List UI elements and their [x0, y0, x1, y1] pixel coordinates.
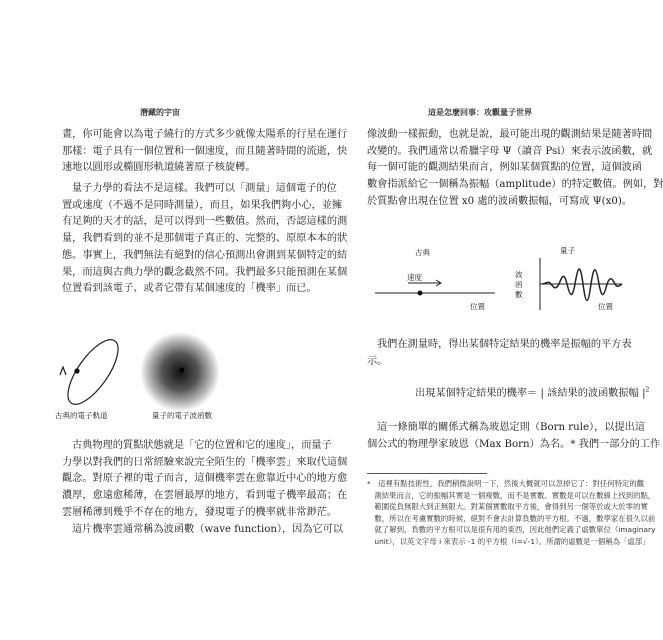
- footnote-line: * 這裡有點技術性，我們稍微說明一下，然後大概就可以忽掉它了：對任何特定的觀: [367, 479, 645, 488]
- orbit-arrow-icon: [60, 367, 66, 375]
- wavefunction-label: 波函數: [515, 270, 523, 299]
- right-running-head: 這是怎麼回事：攻觀量子世界: [428, 108, 532, 117]
- text-line: 態。事實上，我們無法有絕對的信心預測出會測到某個特定的結: [62, 249, 348, 261]
- text-line: 每一個可能的觀測結果而言，例如某個質點的位置，這個波函: [367, 162, 643, 174]
- right-paragraph-2: [367, 337, 632, 370]
- text-line: 像波動一樣振動，也就是說，最可能出現的觀測結果是隨著時間: [367, 129, 653, 140]
- quantum-wavefunction-cloud: [140, 332, 220, 412]
- left-paragraph-3: [62, 438, 348, 522]
- left-running-head: 潛藏的宇宙: [140, 108, 180, 117]
- left-paragraph-2: [62, 181, 348, 298]
- text-line: 果，而這與古典力學的觀念截然不同。我們最多只能預測在某個: [62, 266, 348, 278]
- electron-dot: [74, 368, 79, 373]
- text-line: 量子力學的看法不是這樣。我們可以「測量」這個電子的位: [72, 183, 337, 194]
- footnote-line: unit），以英文字母 i 來表示 -1 的平方根（i=√-1）。所謂的虛數是一個稱為「虛部」: [367, 536, 650, 546]
- text-line: 個公式的物理學家玻恩（Max Born）為名。* 我們一部分的工作: [367, 438, 661, 450]
- footnote-line: 就了解到，負數的平方根可以是很有用的東西，因此他們定義了虛數單位（imaginary: [367, 525, 656, 535]
- text-line: 雲層稀薄到幾乎不存在的地方，發現電子的機率就非常渺茫。: [62, 506, 338, 518]
- classical-label: 古典: [415, 248, 430, 257]
- text-line: 於質點會出現在位置 x0 處的波函數振幅，可寫成 Ψ(x0)。: [367, 195, 632, 207]
- text-line: 古典物理的質點狀態就是「它的位置和它的速度」，而量子: [72, 440, 332, 451]
- classical-orbit-diagram: [55, 330, 145, 410]
- classical-vs-quantum-diagram: [370, 250, 630, 315]
- classical-orbit-caption: 古典的電子軌道: [55, 411, 108, 420]
- text-line: 有足夠的天才的話，是可以得到一些數值。然而，否認這樣的測: [62, 216, 348, 228]
- footnote-divider: [367, 473, 487, 474]
- text-line: 量，我們看到的並不是那個電子真正的、完整的、原原本本的狀: [62, 233, 348, 245]
- position-label-classical: 位置: [470, 302, 485, 311]
- probability-cloud: [140, 332, 220, 412]
- left-paragraph-4: [62, 522, 344, 539]
- text-line: 我們在測量時，得出某個特定結果的機率是振幅的平方表: [377, 339, 632, 350]
- right-paragraph-1: [367, 127, 663, 211]
- right-page: [320, 0, 663, 640]
- footnote-line: 範圍從負無限大到正無限大。對某個實數取平方後，會得到另一個等於或大於零的實: [367, 502, 648, 512]
- formula-text: 出現某個特定結果的機率＝ | 該結果的波函數振幅 |: [415, 388, 646, 399]
- text-line: 畫，你可能會以為電子繞行的方式多少就像太陽系的行星在運行: [62, 129, 348, 140]
- footnote-line: 數，所以在考慮實數的時候，絕對不會去計算負數的平方根。不過，數學家在很久以前: [367, 513, 656, 523]
- text-line: 這一條簡單的關係式稱為玻恩定則（Born rule），以提出這: [377, 422, 646, 433]
- elliptical-orbit: [59, 332, 127, 411]
- text-line: 濃厚，愈遠愈稀薄，在雲層最厚的地方，看到電子機率最高；在: [62, 490, 348, 502]
- classical-particle-dot: [418, 291, 423, 296]
- text-line: 速地以圓形或橢圓形軌道繞著原子核旋轉。: [62, 162, 256, 174]
- text-line: 觀念。對原子裡的電子而言，這個機率雲在愈靠近中心的地方愈: [62, 473, 348, 485]
- position-label-quantum: 位置: [598, 302, 613, 311]
- wave-packet-curve: [542, 269, 622, 301]
- text-line: 置或速度（不過不是同時測量），而且，如果我們夠小心，並擁: [62, 199, 343, 211]
- text-line: 改變的。我們通常以希臘字母 Ψ（讀音 Psi）來表示波函數，就: [367, 145, 653, 157]
- formula-exponent: 2: [645, 386, 650, 394]
- right-paragraph-3: [367, 420, 661, 453]
- text-line: 數會指派給它一個稱為振幅（amplitude）的特定數值。例如，對: [367, 179, 663, 191]
- text-line: 力學以對我們的日常經驗來說完全陌生的「機率雲」來取代這個: [62, 456, 348, 468]
- velocity-label: 速度: [407, 273, 422, 282]
- text-line: 那樣：電子具有一個位置和一個速度，而且隨著時間的流逝，快: [62, 145, 348, 157]
- footnote: [367, 478, 656, 548]
- text-line: 位置看到該電子、或者它帶有某個速度的「機率」而已。: [62, 283, 317, 295]
- footnote-line: 測結果而言，它的振幅其實是一個複數，而不是實數。實數是可以在數線上找到的點，: [367, 490, 656, 500]
- born-rule-formula: [415, 384, 649, 399]
- text-line: 示。: [367, 355, 388, 367]
- text-line: 這片機率雲通常稱為波函數（wave function），因為它可以: [72, 524, 344, 535]
- quantum-wavefunction-caption: 量子的電子波函數: [152, 411, 212, 420]
- nucleus-dot: [180, 368, 185, 373]
- left-paragraph-1: [62, 127, 348, 177]
- quantum-label: 量子: [560, 246, 575, 255]
